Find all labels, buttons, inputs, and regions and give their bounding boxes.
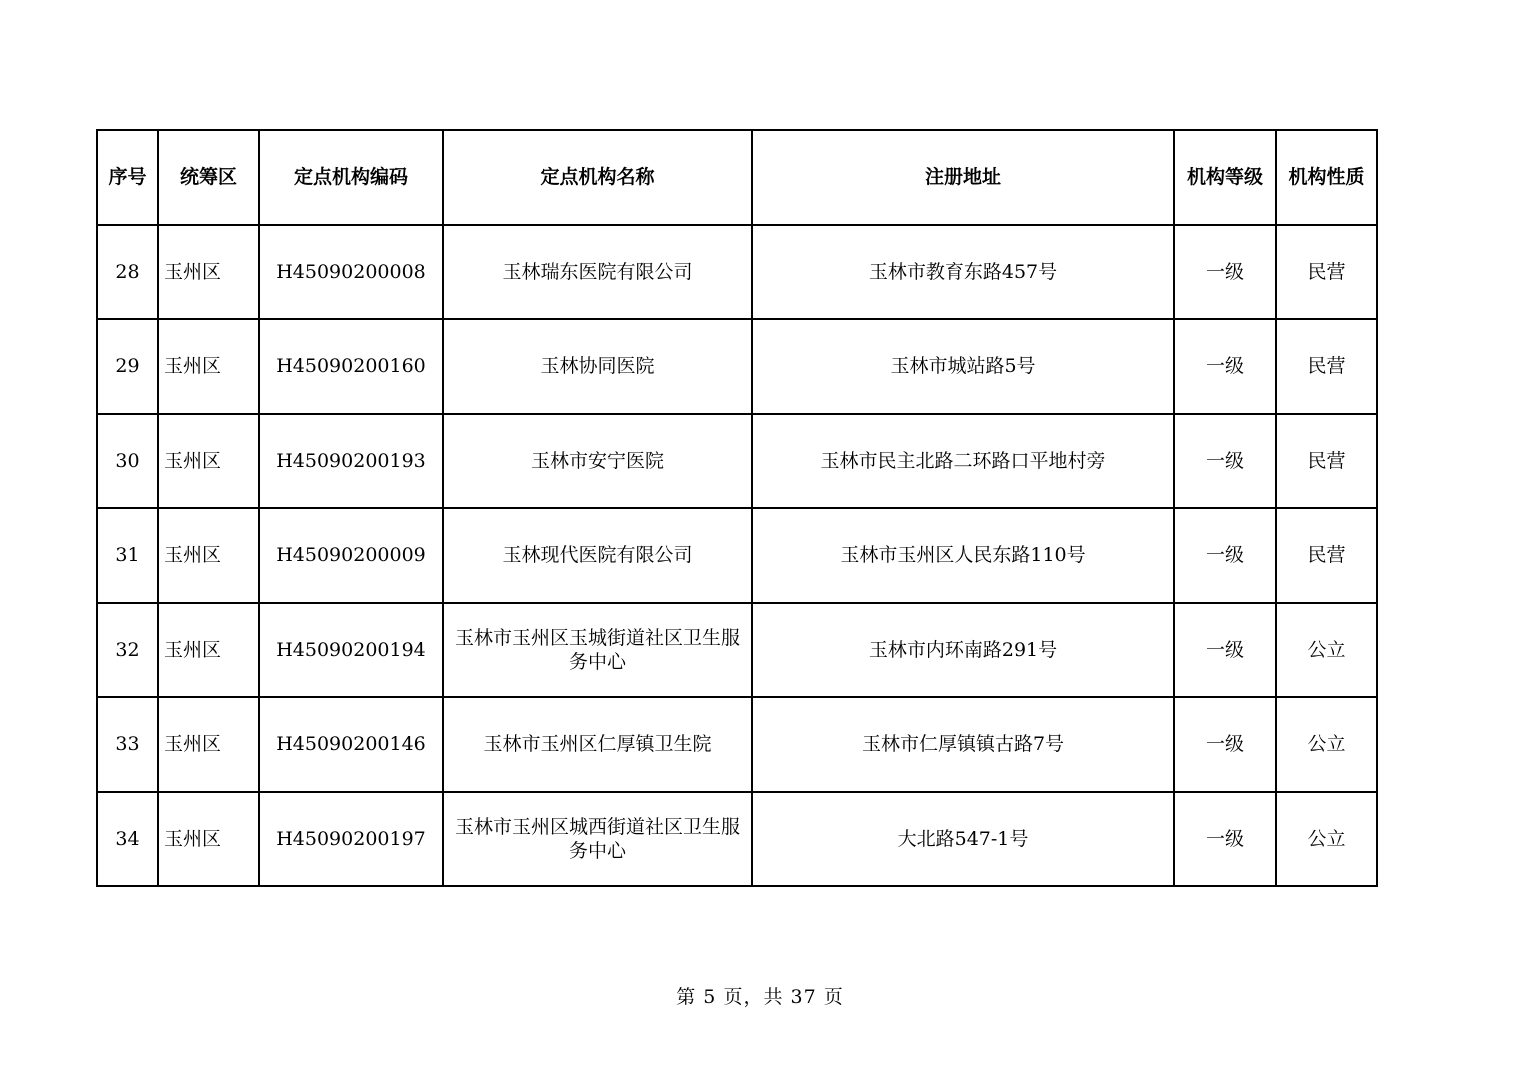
table-row: [97, 414, 1377, 509]
cell-name: 玉林市玉州区城西街道社区卫生服务中心: [443, 792, 752, 887]
table-row: [97, 603, 1377, 698]
institution-table: [96, 129, 1378, 887]
cell-address: 大北路547-1号: [752, 792, 1174, 887]
cell-index: 29: [97, 319, 158, 414]
footer-prefix: 第: [676, 986, 697, 1008]
cell-name: 玉林市安宁医院: [443, 414, 752, 509]
cell-address: 玉林市城站路5号: [752, 319, 1174, 414]
header-level: 机构等级: [1174, 130, 1276, 225]
cell-index: 34: [97, 792, 158, 887]
cell-address: 玉林市玉州区人民东路110号: [752, 508, 1174, 603]
cell-address: 玉林市教育东路457号: [752, 225, 1174, 320]
cell-index: 31: [97, 508, 158, 603]
footer-page-number: 5: [703, 986, 717, 1008]
cell-level: 一级: [1174, 225, 1276, 320]
cell-region: 玉州区: [158, 792, 259, 887]
cell-name: 玉林瑞东医院有限公司: [443, 225, 752, 320]
cell-type: 民营: [1276, 508, 1377, 603]
cell-code: H45090200197: [259, 792, 443, 887]
cell-address: 玉林市仁厚镇镇古路7号: [752, 697, 1174, 792]
cell-code: H45090200146: [259, 697, 443, 792]
table-row: [97, 508, 1377, 603]
table-row: [97, 319, 1377, 414]
footer-total-pages: 37: [790, 986, 817, 1008]
header-region: 统筹区: [158, 130, 259, 225]
cell-level: 一级: [1174, 603, 1276, 698]
table-row: [97, 697, 1377, 792]
footer-suffix: 页: [823, 986, 844, 1008]
cell-region: 玉州区: [158, 414, 259, 509]
cell-code: H45090200160: [259, 319, 443, 414]
cell-type: 民营: [1276, 225, 1377, 320]
cell-region: 玉州区: [158, 225, 259, 320]
cell-name: 玉林协同医院: [443, 319, 752, 414]
cell-type: 公立: [1276, 603, 1377, 698]
cell-region: 玉州区: [158, 508, 259, 603]
cell-level: 一级: [1174, 697, 1276, 792]
header-code: 定点机构编码: [259, 130, 443, 225]
cell-type: 民营: [1276, 319, 1377, 414]
cell-level: 一级: [1174, 414, 1276, 509]
header-address: 注册地址: [752, 130, 1174, 225]
cell-address: 玉林市内环南路291号: [752, 603, 1174, 698]
header-row: [97, 130, 1377, 225]
cell-level: 一级: [1174, 508, 1276, 603]
cell-region: 玉州区: [158, 603, 259, 698]
cell-name: 玉林现代医院有限公司: [443, 508, 752, 603]
cell-code: H45090200009: [259, 508, 443, 603]
cell-index: 30: [97, 414, 158, 509]
header-name: 定点机构名称: [443, 130, 752, 225]
cell-level: 一级: [1174, 792, 1276, 887]
cell-type: 民营: [1276, 414, 1377, 509]
cell-name: 玉林市玉州区玉城街道社区卫生服务中心: [443, 603, 752, 698]
cell-code: H45090200193: [259, 414, 443, 509]
cell-code: H45090200194: [259, 603, 443, 698]
cell-level: 一级: [1174, 319, 1276, 414]
footer-middle: 页，共: [723, 986, 784, 1008]
cell-index: 32: [97, 603, 158, 698]
cell-region: 玉州区: [158, 319, 259, 414]
page-footer: [0, 982, 1520, 1009]
cell-type: 公立: [1276, 697, 1377, 792]
cell-index: 28: [97, 225, 158, 320]
cell-code: H45090200008: [259, 225, 443, 320]
cell-address: 玉林市民主北路二环路口平地村旁: [752, 414, 1174, 509]
header-type: 机构性质: [1276, 130, 1377, 225]
table-row: [97, 792, 1377, 887]
cell-type: 公立: [1276, 792, 1377, 887]
header-index: 序号: [97, 130, 158, 225]
cell-index: 33: [97, 697, 158, 792]
cell-region: 玉州区: [158, 697, 259, 792]
table-row: [97, 225, 1377, 320]
cell-name: 玉林市玉州区仁厚镇卫生院: [443, 697, 752, 792]
